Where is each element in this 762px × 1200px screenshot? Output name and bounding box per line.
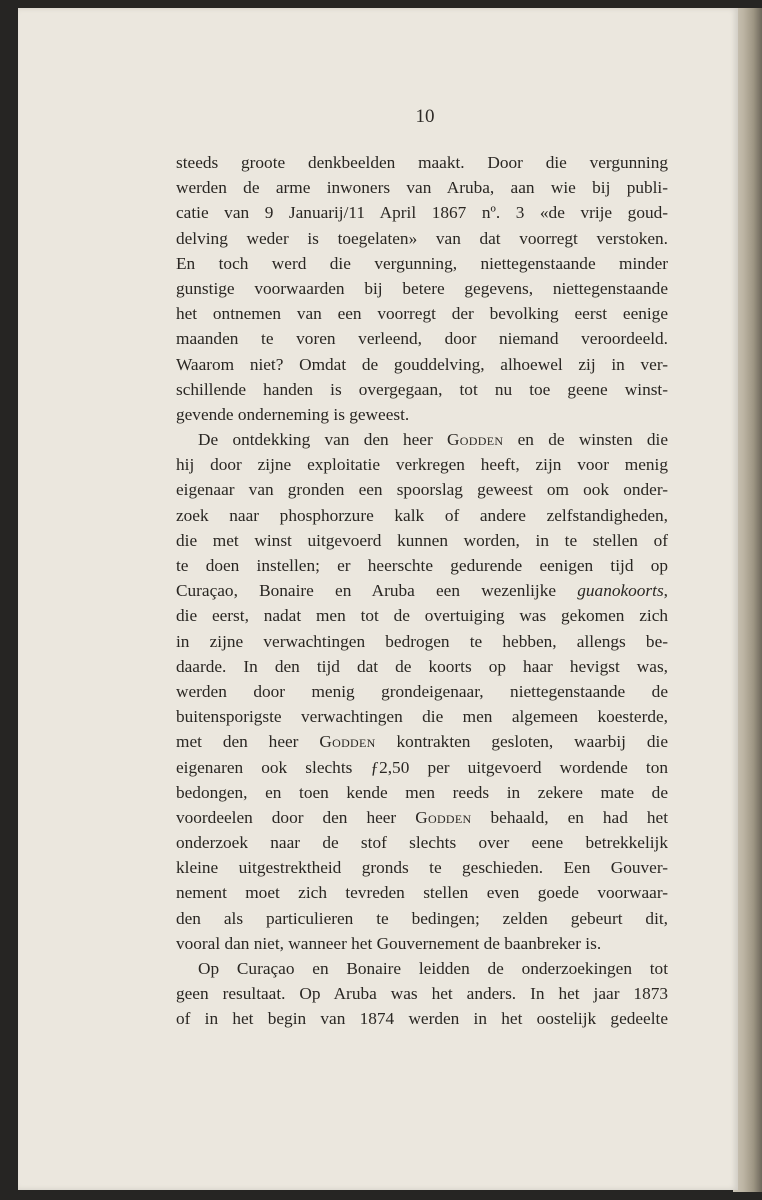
text-line: geen resultaat. Op Aruba was het anders. In het jaar 1873 [176, 984, 668, 1004]
text-line: maanden te voren verleend, door niemand veroordeeld. [176, 329, 668, 349]
text-segment: De ontdekking van den heer [198, 430, 448, 450]
text-line [176, 427, 668, 452]
text-line [176, 805, 668, 830]
text-line: het ontnemen van een voorregt der bevolking eerst eenige [176, 304, 668, 324]
text-line: daarde. In den tijd dat de koorts op haar hevigst was, [176, 656, 668, 676]
text-line: Waarom niet? Omdat de gouddelving, alhoewel zij in ver- [176, 354, 668, 374]
text-line: werden door menig grondeigenaar, niettegenstaande de [176, 681, 668, 701]
italic-term: guanokoorts [577, 581, 664, 601]
text-segment: met den heer [176, 732, 320, 752]
text-line: bedongen, en toen kende men reeds in zekere mate de [176, 782, 668, 802]
text-line: steeds groote denkbeelden maakt. Door die vergunning [176, 153, 668, 172]
name-godden: Godden [447, 430, 504, 450]
text-line: eigenaren ook slechts ƒ2,50 per uitgevoerd wordende ton [176, 757, 668, 777]
name-godden: Godden [319, 732, 376, 752]
text-line: schillende handen is overgegaan, tot nu toe geene winst- [176, 379, 668, 399]
text-line: buitensporigste verwachtingen die men algemeen koesterde, [176, 707, 668, 727]
text-segment: kontrakten gesloten, waarbij die [375, 732, 669, 752]
text-line: catie van 9 Januarij/11 April 1867 nº. 3 «de vrije goud- [176, 203, 668, 223]
text-segment: voordeelen door den heer [176, 807, 416, 827]
text-segment: en de winsten die [503, 430, 668, 450]
text-line: kleine uitgestrektheid gronds te geschieden. Een Gouver- [176, 858, 668, 878]
text-line: onderzoek naar de stof slechts over eene betrekkelijk [176, 833, 668, 853]
text-line [176, 578, 668, 603]
text-line: die met winst uitgevoerd kunnen worden, in te stellen of [176, 530, 668, 550]
page-number: 10 [415, 106, 435, 127]
text-segment: Curaçao, Bonaire en Aruba een wezenlijke [176, 581, 578, 601]
text-line: gunstige voorwaarden bij betere gegevens, niettegenstaande [176, 278, 668, 298]
text-line: delving weder is toegelaten» van dat voorregt verstoken. [176, 228, 668, 248]
text-line: eigenaar van gronden een spoorslag geweest om ook onder- [176, 480, 668, 500]
text-line: den als particulieren te bedingen; zelden gebeurt dit, [176, 908, 668, 928]
name-godden: Godden [415, 807, 472, 827]
text-line: te doen instellen; er heerschte gedurende eenigen tijd op [176, 556, 668, 575]
text-line: of in het begin van 1874 werden in het oostelijk gedeelte [176, 1009, 668, 1029]
text-line: Op Curaçao en Bonaire leidden de onderzoekingen tot [198, 959, 668, 978]
text-line: zoek naar phosphorzure kalk of andere zelfstandigheden, [176, 505, 668, 525]
text-line: werden de arme inwoners van Aruba, aan wie bij publi- [176, 178, 668, 198]
text-line: gevende onderneming is geweest. [176, 404, 410, 424]
text-line: hij door zijne exploitatie verkregen heeft, zijn voor menig [176, 455, 668, 475]
text-line: vooral dan niet, wanneer het Gouvernement de baanbreker is. [176, 933, 602, 953]
body-text [176, 150, 668, 1032]
text-line: die eerst, nadat men tot de overtuiging was gekomen zich [176, 606, 668, 626]
text-line: nement moet zich tevreden stellen even goede voorwaar- [176, 883, 668, 903]
text-segment: , [663, 581, 668, 601]
text-line: in zijne verwachtingen bedrogen te hebben, allengs be- [176, 631, 668, 651]
text-line [176, 729, 668, 754]
text-line: En toch werd die vergunning, niettegenstaande minder [176, 253, 668, 273]
text-segment: behaald, en had het [471, 807, 668, 827]
